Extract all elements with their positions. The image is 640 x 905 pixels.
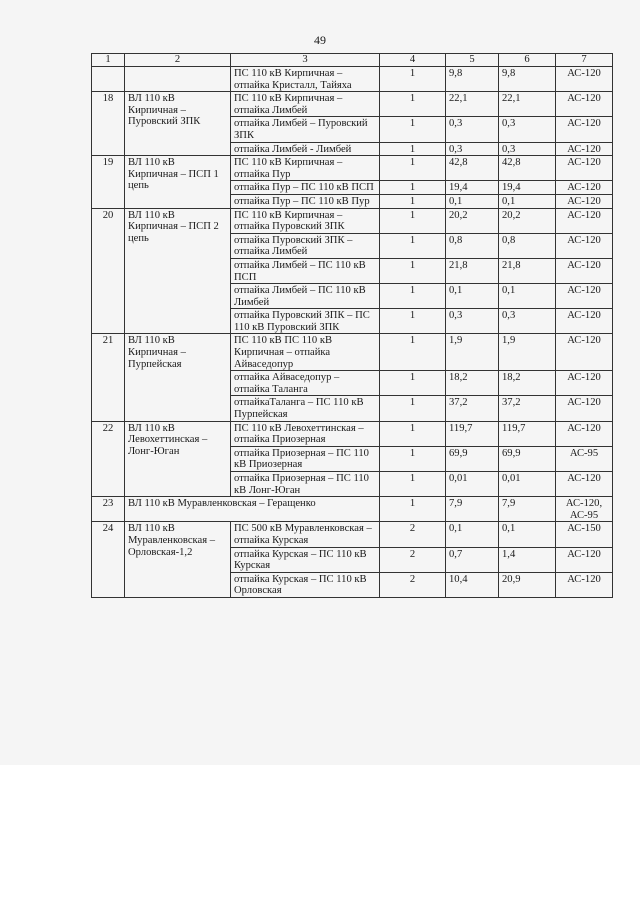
section-name: отпайка Лимбей – ПС 110 кВ Лимбей [231,284,380,309]
wire-grade: АС-120 [556,472,613,497]
wire-grade: АС-120 [556,309,613,334]
length-route: 9,8 [446,67,499,92]
wire-grade: АС-120 [556,233,613,258]
section-name: отпайка Лимбей - Лимбей [231,142,380,156]
circuit-count: 2 [380,572,446,597]
circuit-count: 1 [380,181,446,195]
section-name: отпайка Лимбей – Пуровский ЗПК [231,117,380,142]
row-number: 20 [92,208,125,334]
row-number: 18 [92,92,125,156]
wire-grade: АС-120 [556,142,613,156]
header-cell: 1 [92,54,125,67]
length-circuit: 9,8 [499,67,556,92]
circuit-count: 1 [380,233,446,258]
section-name: отпайка Айваседопур – отпайка Таланга [231,371,380,396]
section-name: ПС 110 кВ Левохеттинская – отпайка Приозерная [231,421,380,446]
length-route: 7,9 [446,497,499,522]
table-row [92,92,613,117]
length-route: 20,2 [446,208,499,233]
wire-grade: АС-120 [556,547,613,572]
line-name: ВЛ 110 кВ Кирпичная – Пурпейская [125,334,231,421]
line-name [125,67,231,92]
length-circuit: 21,8 [499,258,556,283]
length-circuit: 0,1 [499,284,556,309]
line-name: ВЛ 110 кВ Кирпичная – Пуровский ЗПК [125,92,231,156]
wire-grade: АС-120 [556,181,613,195]
length-route: 0,01 [446,472,499,497]
length-route: 119,7 [446,421,499,446]
circuit-count: 1 [380,334,446,371]
length-route: 0,1 [446,284,499,309]
page-number: 49 [314,33,326,47]
circuit-count: 1 [380,92,446,117]
circuit-count: 1 [380,117,446,142]
circuit-count: 1 [380,208,446,233]
wire-grade: АС-150 [556,522,613,547]
section-name: отпайка Курская – ПС 110 кВ Орловская [231,572,380,597]
table-header-row [92,54,613,67]
length-route: 37,2 [446,396,499,421]
circuit-count: 1 [380,258,446,283]
length-route: 69,9 [446,446,499,471]
length-circuit: 22,1 [499,92,556,117]
line-name: ВЛ 110 кВ Кирпичная – ПСП 2 цепь [125,208,231,334]
circuit-count: 1 [380,284,446,309]
circuit-count: 1 [380,472,446,497]
row-number: 21 [92,334,125,421]
section-name: ПС 500 кВ Муравленковская – отпайка Курская [231,522,380,547]
section-name: ПС 110 кВ Кирпичная – отпайка Лимбей [231,92,380,117]
length-circuit: 20,2 [499,208,556,233]
section-name: отпайка Приозерная – ПС 110 кВ Приозерная [231,446,380,471]
circuit-count: 1 [380,194,446,208]
circuit-count: 1 [380,142,446,156]
header-cell: 3 [231,54,380,67]
table-row [92,67,613,92]
section-name: ПС 110 кВ Кирпичная – отпайка Пуровский ЗПК [231,208,380,233]
section-name: отпайка Пуровский ЗПК – отпайка Лимбей [231,233,380,258]
wire-grade: АС-120 [556,258,613,283]
length-route: 42,8 [446,156,499,181]
length-route: 1,9 [446,334,499,371]
circuit-count: 1 [380,309,446,334]
line-name: ВЛ 110 кВ Муравленковская – Орловская-1,2 [125,522,231,598]
length-circuit: 0,1 [499,194,556,208]
wire-grade: АС-120 [556,117,613,142]
table-row [92,421,613,446]
header-cell: 5 [446,54,499,67]
length-circuit: 42,8 [499,156,556,181]
length-circuit: 69,9 [499,446,556,471]
wire-grade: АС-120 [556,334,613,371]
table-row [92,334,613,371]
length-circuit: 0,3 [499,117,556,142]
circuit-count: 1 [380,421,446,446]
section-name: отпайка Пуровский ЗПК – ПС 110 кВ Пуровский ЗПК [231,309,380,334]
table-row [92,497,613,522]
circuit-count: 1 [380,497,446,522]
header-cell: 7 [556,54,613,67]
length-circuit: 1,4 [499,547,556,572]
wire-grade: АС-120 [556,284,613,309]
row-number: 24 [92,522,125,598]
line-name: ВЛ 110 кВ Левохеттинская – Лонг-Юган [125,421,231,497]
length-route: 0,3 [446,117,499,142]
section-name: ПС 110 кВ Кирпичная – отпайка Кристалл, Тайяха [231,67,380,92]
wire-grade: АС-120 [556,371,613,396]
length-circuit: 0,01 [499,472,556,497]
line-name: ВЛ 110 кВ Муравленковская – Геращенко [125,497,380,522]
row-number: 19 [92,156,125,208]
length-route: 0,8 [446,233,499,258]
header-cell: 2 [125,54,231,67]
length-circuit: 0,3 [499,309,556,334]
row-number [92,67,125,92]
row-number: 23 [92,497,125,522]
length-circuit: 0,1 [499,522,556,547]
wire-grade: АС-120 [556,67,613,92]
length-circuit: 20,9 [499,572,556,597]
wire-grade: АС-120 [556,194,613,208]
length-route: 0,3 [446,309,499,334]
section-name: отпайка Приозерная – ПС 110 кВ Лонг-Юган [231,472,380,497]
length-route: 0,1 [446,194,499,208]
length-circuit: 0,8 [499,233,556,258]
circuit-count: 1 [380,396,446,421]
wire-grade: АС-120 [556,572,613,597]
wire-grade: АС-120 [556,421,613,446]
row-number: 22 [92,421,125,497]
length-route: 18,2 [446,371,499,396]
section-name: отпайка Пур – ПС 110 кВ Пур [231,194,380,208]
length-circuit: 18,2 [499,371,556,396]
length-route: 21,8 [446,258,499,283]
section-name: отпайка Пур – ПС 110 кВ ПСП [231,181,380,195]
header-cell: 6 [499,54,556,67]
wire-grade: АС-120 [556,156,613,181]
length-route: 0,3 [446,142,499,156]
table-row [92,522,613,547]
length-route: 0,1 [446,522,499,547]
section-name: отпайка Курская – ПС 110 кВ Курская [231,547,380,572]
length-circuit: 19,4 [499,181,556,195]
transmission-lines-table [91,53,613,598]
section-name: ПС 110 кВ ПС 110 кВ Кирпичная – отпайка Айваседопур [231,334,380,371]
wire-grade: АС-95 [556,446,613,471]
wire-grade: АС-120 [556,396,613,421]
wire-grade: АС-120 [556,208,613,233]
length-circuit: 0,3 [499,142,556,156]
table-row [92,208,613,233]
header-cell: 4 [380,54,446,67]
wire-grade: АС-120, АС-95 [556,497,613,522]
length-route: 10,4 [446,572,499,597]
circuit-count: 2 [380,547,446,572]
wire-grade: АС-120 [556,92,613,117]
length-route: 0,7 [446,547,499,572]
length-circuit: 119,7 [499,421,556,446]
section-name: отпайка Лимбей – ПС 110 кВ ПСП [231,258,380,283]
table-row [92,156,613,181]
circuit-count: 2 [380,522,446,547]
circuit-count: 1 [380,446,446,471]
length-route: 19,4 [446,181,499,195]
length-circuit: 7,9 [499,497,556,522]
length-circuit: 37,2 [499,396,556,421]
circuit-count: 1 [380,371,446,396]
section-name: отпайкаТаланга – ПС 110 кВ Пурпейская [231,396,380,421]
circuit-count: 1 [380,67,446,92]
circuit-count: 1 [380,156,446,181]
line-name: ВЛ 110 кВ Кирпичная – ПСП 1 цепь [125,156,231,208]
section-name: ПС 110 кВ Кирпичная – отпайка Пур [231,156,380,181]
length-circuit: 1,9 [499,334,556,371]
length-route: 22,1 [446,92,499,117]
